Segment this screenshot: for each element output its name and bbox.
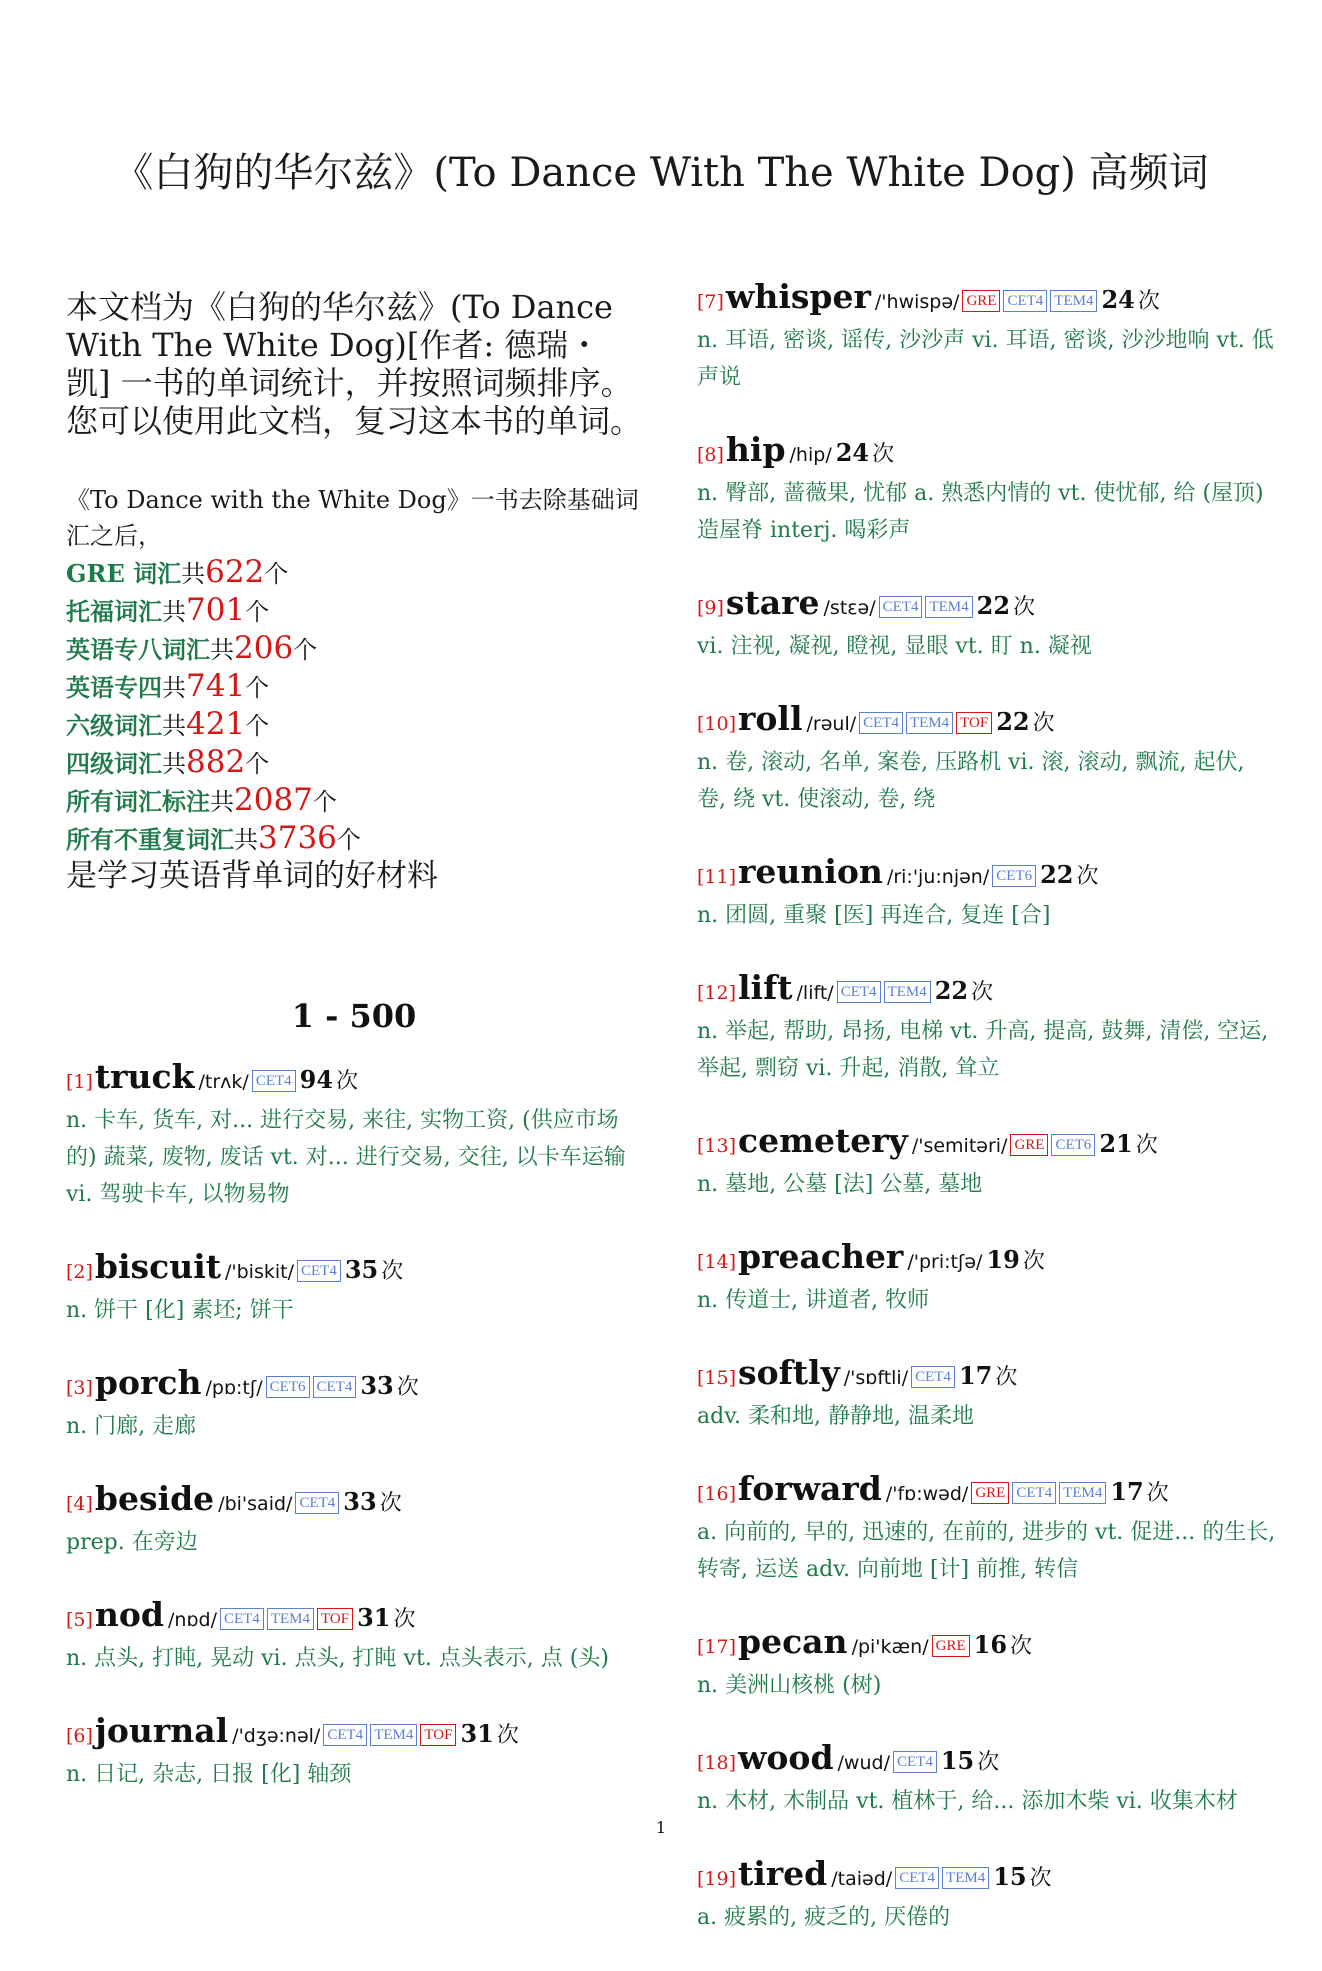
count-unit: 次: [1076, 864, 1099, 889]
level-tag-badge: TEM4: [925, 596, 972, 618]
entry-head: [697, 1122, 1277, 1166]
entry-word: journal: [94, 1711, 229, 1750]
entry-head: [66, 1058, 642, 1102]
entry-definition: n. 美洲山核桃 (树): [697, 1673, 882, 1698]
entry-definition: n. 传道士, 讲道者, 牧师: [697, 1288, 930, 1313]
stat-label: 六级词汇: [66, 711, 162, 740]
level-tag-badge: TEM4: [267, 1608, 314, 1630]
level-tag-badge: TOF: [317, 1608, 353, 1630]
stat-number: 421: [186, 706, 246, 742]
count-unit: 次: [872, 442, 895, 467]
level-tag-badge: GRE: [962, 290, 1000, 312]
entry-count: 22: [1040, 860, 1074, 889]
level-tag-badge: CET4: [323, 1724, 367, 1746]
entry-definition: prep. 在旁边: [66, 1530, 198, 1555]
word-entry: [697, 1238, 1277, 1319]
level-tag-badge: TEM4: [370, 1724, 417, 1746]
entry-index: [18]: [697, 1752, 737, 1774]
stat-number: 2087: [234, 782, 313, 818]
count-unit: 次: [1032, 711, 1055, 736]
entry-index: [9]: [697, 597, 724, 619]
stat-label: 英语专四: [66, 673, 162, 702]
entry-head: [697, 969, 1277, 1013]
entry-count: 17: [958, 1361, 993, 1390]
word-entry: [66, 1596, 642, 1677]
entry-count: 33: [343, 1487, 377, 1516]
level-tag-badge: CET4: [879, 596, 923, 618]
entry-definition: n. 团圆, 重聚 [医] 再连合, 复连 [合]: [697, 903, 1051, 928]
entry-head: [697, 700, 1277, 744]
entry-index: [11]: [697, 866, 737, 888]
stat-number: 882: [186, 744, 246, 780]
entry-count: 33: [360, 1371, 394, 1400]
entry-index: [3]: [66, 1377, 93, 1399]
level-tag-badge: CET4: [1003, 290, 1047, 312]
entry-phonetic: /lift/: [796, 982, 834, 1004]
entry-index: [4]: [66, 1493, 93, 1515]
entry-phonetic: /'biskit/: [224, 1261, 294, 1283]
page-number: 1: [655, 1818, 667, 1837]
stat-line: [66, 782, 642, 820]
entry-count: 35: [344, 1255, 379, 1284]
entry-definition: vi. 注视, 凝视, 瞪视, 显眼 vt. 盯 n. 凝视: [697, 634, 1092, 659]
level-tag-badge: CET4: [252, 1070, 296, 1092]
entry-count: 31: [460, 1719, 494, 1748]
count-unit: 次: [971, 980, 994, 1005]
stat-unit: 个: [336, 826, 361, 854]
entry-phonetic: /stεə/: [823, 597, 876, 619]
entry-phonetic: /trʌk/: [198, 1071, 249, 1093]
entry-count: 16: [973, 1630, 1008, 1659]
stats-intro: 《To Dance with the White Dog》一书去除基础词汇之后，: [66, 486, 639, 550]
entry-head: [697, 1470, 1277, 1514]
entry-definition: n. 日记, 杂志, 日报 [化] 轴颈: [66, 1762, 352, 1787]
entry-word: whisper: [725, 277, 871, 316]
stat-pre: 共: [162, 712, 186, 740]
entry-head: [697, 1238, 1277, 1282]
stat-unit: 个: [245, 598, 270, 626]
level-tag-badge: CET4: [220, 1608, 264, 1630]
level-tag-badge: TOF: [420, 1724, 456, 1746]
count-unit: 次: [393, 1607, 416, 1632]
entry-word: biscuit: [94, 1247, 221, 1286]
entry-definition: a. 疲累的, 疲乏的, 厌倦的: [697, 1905, 951, 1930]
level-tag-badge: CET4: [1012, 1482, 1056, 1504]
count-unit: 次: [1013, 595, 1036, 620]
word-entry: [66, 1364, 642, 1445]
stat-number: 741: [186, 668, 246, 704]
stat-pre: 共: [210, 788, 234, 816]
entry-index: [10]: [697, 713, 737, 735]
entry-head: [66, 1596, 642, 1640]
entry-word: hip: [725, 430, 786, 469]
stat-unit: 个: [245, 750, 270, 778]
level-tag-badge: TOF: [956, 712, 992, 734]
stat-number: 701: [186, 592, 246, 628]
stat-label: 英语专八词汇: [66, 635, 210, 664]
entry-index: [15]: [697, 1367, 737, 1389]
stats-block: [66, 482, 642, 894]
range-heading: 1 - 500: [291, 997, 417, 1035]
stat-pre: 共: [210, 636, 234, 664]
count-unit: 次: [381, 1259, 404, 1284]
word-entry: [697, 431, 1277, 549]
entry-head: [66, 1480, 642, 1524]
entry-phonetic: /nɒd/: [168, 1609, 217, 1631]
level-tag-badge: CET4: [837, 981, 881, 1003]
level-tag-badge: TEM4: [906, 712, 953, 734]
count-unit: 次: [496, 1723, 519, 1748]
stat-label: 四级词汇: [66, 749, 162, 778]
word-entry: [66, 1712, 642, 1793]
level-tag-badge: CET4: [297, 1260, 341, 1282]
word-entry: [66, 1058, 642, 1213]
count-unit: 次: [1029, 1866, 1052, 1891]
stat-line: [66, 706, 642, 744]
entry-count: 17: [1110, 1477, 1144, 1506]
entry-definition: n. 卷, 滚动, 名单, 案卷, 压路机 vi. 滚, 滚动, 飘流, 起伏, 卷, 绕 vt. 使滚动, 卷, 绕: [697, 750, 1245, 812]
stat-label: 所有词汇标注: [66, 787, 210, 816]
entry-head: [697, 1354, 1277, 1398]
stat-number: 206: [234, 630, 294, 666]
entry-word: preacher: [738, 1237, 904, 1276]
entry-count: 22: [934, 976, 969, 1005]
entry-definition: n. 举起, 帮助, 昂扬, 电梯 vt. 升高, 提高, 鼓舞, 清偿, 空运, 举起, 剽窃 vi. 升起, 消散, 耸立: [697, 1019, 1269, 1081]
entry-head: [697, 431, 1277, 475]
entry-index: [19]: [697, 1868, 737, 1890]
entry-definition: n. 木材, 木制品 vt. 植林于, 给... 添加木柴 vi. 收集木材: [697, 1789, 1238, 1814]
entry-definition: a. 向前的, 早的, 迅速的, 在前的, 进步的 vt. 促进... 的生长, 转寄, 运送 adv. 向前地 [计] 前推, 转信: [697, 1520, 1276, 1582]
entry-index: [5]: [66, 1609, 93, 1631]
entry-word: beside: [94, 1479, 215, 1518]
entry-word: stare: [725, 583, 820, 622]
word-entry: [697, 278, 1277, 396]
entry-head: [66, 1248, 642, 1292]
count-unit: 次: [1022, 1249, 1045, 1274]
stat-unit: 个: [312, 788, 337, 816]
entry-phonetic: /'pri:tʃə/: [907, 1251, 983, 1273]
entry-count: 22: [996, 707, 1030, 736]
level-tag-badge: CET4: [895, 1867, 939, 1889]
entry-index: [13]: [697, 1135, 737, 1157]
entry-count: 22: [976, 591, 1011, 620]
stat-line: [66, 592, 642, 630]
count-unit: 次: [1146, 1481, 1169, 1506]
entry-head: [697, 1739, 1277, 1783]
stat-unit: 个: [264, 560, 289, 588]
count-unit: 次: [995, 1365, 1018, 1390]
stat-pre: 共: [181, 560, 206, 588]
entry-count: 24: [1101, 285, 1135, 314]
entry-word: softly: [738, 1353, 840, 1392]
entry-head: [697, 278, 1277, 322]
entry-count: 21: [1099, 1129, 1133, 1158]
word-entry: [66, 1248, 642, 1329]
stat-pre: 共: [234, 826, 258, 854]
right-column: [697, 277, 1277, 1971]
level-tag-badge: TEM4: [884, 981, 931, 1003]
left-column: [66, 288, 642, 1828]
level-tag-badge: GRE: [1010, 1134, 1048, 1156]
entry-phonetic: /pɒ:tʃ/: [205, 1377, 263, 1399]
word-entry: [697, 584, 1277, 665]
level-tag-badge: CET4: [911, 1366, 955, 1388]
entry-definition: n. 耳语, 密谈, 谣传, 沙沙声 vi. 耳语, 密谈, 沙沙地响 vt. 低声说: [697, 328, 1274, 390]
entry-phonetic: /bi'said/: [218, 1493, 293, 1515]
count-unit: 次: [396, 1375, 419, 1400]
stat-pre: 共: [162, 598, 186, 626]
level-tag-badge: CET6: [1051, 1134, 1095, 1156]
entry-count: 94: [299, 1065, 334, 1094]
entry-word: truck: [94, 1057, 195, 1096]
entry-definition: n. 门廊, 走廊: [66, 1414, 197, 1439]
level-tag-badge: GRE: [932, 1635, 970, 1657]
entry-definition: n. 点头, 打盹, 晃动 vi. 点头, 打盹 vt. 点头表示, 点 (头): [66, 1646, 609, 1671]
intro-paragraph: 本文档为《白狗的华尔兹》(To Dance With The White Dog)[作者: 德瑞・凯] 一书的单词统计，并按照词频排序。您可以使用此文档，复习这本书的单词。: [66, 288, 643, 440]
level-tag-badge: CET4: [295, 1492, 339, 1514]
entry-word: wood: [738, 1738, 834, 1777]
entry-count: 15: [993, 1862, 1027, 1891]
entry-index: [12]: [697, 982, 737, 1004]
stat-pre: 共: [162, 750, 186, 778]
entry-index: [2]: [66, 1261, 93, 1283]
entry-definition: n. 饼干 [化] 素坯; 饼干: [66, 1298, 294, 1323]
stats-list: [66, 554, 642, 858]
entry-definition: adv. 柔和地, 静静地, 温柔地: [697, 1404, 974, 1429]
entry-index: [7]: [697, 291, 724, 313]
word-entry: [697, 853, 1277, 934]
count-unit: 次: [379, 1491, 402, 1516]
level-tag-badge: TEM4: [1050, 290, 1097, 312]
entry-word: nod: [94, 1595, 164, 1634]
entry-head: [66, 1712, 642, 1756]
level-tag-badge: CET4: [893, 1751, 937, 1773]
word-entry: [66, 1480, 642, 1561]
entry-phonetic: /pi'kæn/: [851, 1636, 929, 1658]
entry-head: [697, 1855, 1277, 1899]
entry-count: 15: [940, 1746, 975, 1775]
entry-word: forward: [738, 1469, 882, 1508]
stat-label: GRE 词汇: [66, 559, 182, 588]
word-entry: [697, 700, 1277, 818]
word-entry: [697, 1739, 1277, 1820]
stat-unit: 个: [245, 712, 270, 740]
word-entry: [697, 1122, 1277, 1203]
entry-word: reunion: [738, 852, 883, 891]
entry-phonetic: /taiəd/: [831, 1868, 893, 1890]
entry-phonetic: /'dʒə:nəl/: [232, 1725, 321, 1747]
count-unit: 次: [1010, 1634, 1033, 1659]
word-entry: [697, 1470, 1277, 1588]
entry-head: [697, 853, 1277, 897]
count-unit: 次: [1135, 1133, 1158, 1158]
level-tag-badge: CET6: [992, 865, 1036, 887]
entry-index: [17]: [697, 1636, 737, 1658]
stat-number: 622: [205, 554, 265, 590]
stat-line: [66, 554, 642, 592]
count-unit: 次: [977, 1750, 1000, 1775]
word-entry: [697, 1855, 1277, 1936]
count-unit: 次: [336, 1069, 359, 1094]
entry-count: 24: [835, 438, 870, 467]
entry-definition: n. 臀部, 蔷薇果, 忧郁 a. 熟悉内情的 vt. 使忧郁, 给 (屋顶) 造屋脊 interj. 喝彩声: [697, 481, 1264, 543]
level-tag-badge: CET4: [313, 1376, 357, 1398]
entry-head: [697, 584, 1277, 628]
entry-phonetic: /'sɒftli/: [843, 1367, 909, 1389]
stat-number: 3736: [258, 820, 337, 856]
entry-word: roll: [738, 699, 803, 738]
stat-pre: 共: [162, 674, 186, 702]
stat-line: [66, 820, 642, 858]
level-tag-badge: TEM4: [1059, 1482, 1106, 1504]
level-tag-badge: CET4: [859, 712, 903, 734]
stat-line: [66, 630, 642, 668]
level-tag-badge: CET6: [266, 1376, 310, 1398]
entry-word: porch: [94, 1363, 202, 1402]
entry-count: 31: [357, 1603, 391, 1632]
entry-index: [1]: [66, 1071, 93, 1093]
stat-label: 托福词汇: [66, 597, 162, 626]
entry-phonetic: /wud/: [837, 1752, 890, 1774]
entry-index: [16]: [697, 1483, 737, 1505]
entry-word: tired: [738, 1854, 828, 1893]
entry-word: pecan: [738, 1622, 848, 1661]
entry-phonetic: /'hwispə/: [874, 291, 960, 313]
right-entry-list: [697, 278, 1277, 1936]
stat-line: [66, 744, 642, 782]
stat-label: 所有不重复词汇: [66, 825, 234, 854]
entry-phonetic: /rəul/: [806, 713, 857, 735]
entry-definition: n. 卡车, 货车, 对... 进行交易, 来往, 实物工资, (供应市场的) 蔬菜, 废物, 废话 vt. 对... 进行交易, 交往, 以卡车运输 vi. 驾驶卡车, 以物易物: [66, 1108, 626, 1207]
entry-phonetic: /ri:'ju:njən/: [886, 866, 990, 888]
entry-phonetic: /hip/: [789, 444, 832, 466]
stat-unit: 个: [245, 674, 270, 702]
entry-head: [66, 1364, 642, 1408]
entry-count: 19: [986, 1245, 1020, 1274]
stats-outro: 是学习英语背单词的好材料: [66, 858, 438, 894]
count-unit: 次: [1137, 289, 1160, 314]
level-tag-badge: TEM4: [942, 1867, 989, 1889]
entry-definition: n. 墓地, 公墓 [法] 公墓, 墓地: [697, 1172, 983, 1197]
entry-word: cemetery: [738, 1121, 908, 1160]
stat-unit: 个: [293, 636, 318, 664]
entry-word: lift: [738, 968, 793, 1007]
word-entry: [697, 969, 1277, 1087]
entry-index: [14]: [697, 1251, 737, 1273]
level-tag-badge: GRE: [971, 1482, 1009, 1504]
page-title: 《白狗的华尔兹》(To Dance With The White Dog) 高频词: [113, 150, 1209, 196]
entry-phonetic: /'semitəri/: [911, 1135, 1008, 1157]
entry-phonetic: /'fɒ:wəd/: [885, 1483, 969, 1505]
word-entry: [697, 1623, 1277, 1704]
entry-index: [6]: [66, 1725, 93, 1747]
entry-index: [8]: [697, 444, 724, 466]
word-entry: [697, 1354, 1277, 1435]
entry-head: [697, 1623, 1277, 1667]
stat-line: [66, 668, 642, 706]
left-entry-list: [66, 1058, 642, 1793]
